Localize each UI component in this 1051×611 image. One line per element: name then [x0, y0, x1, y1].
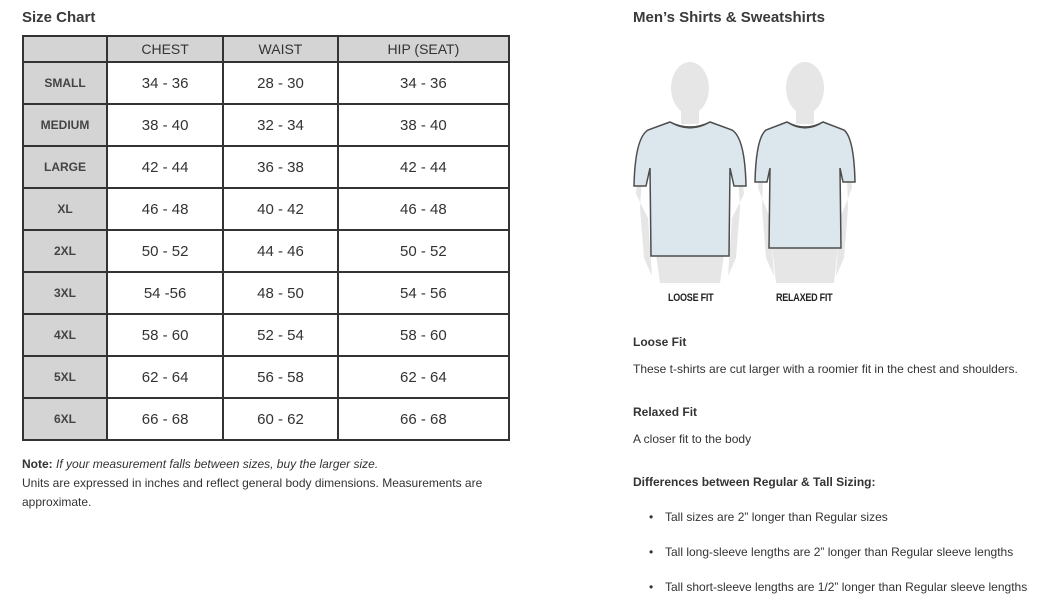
- table-row: [23, 272, 509, 314]
- note-italic: If your measurement falls between sizes, buy the larger size.: [56, 457, 379, 471]
- chest-value: 42 - 44: [107, 146, 223, 188]
- hip-value: 42 - 44: [338, 146, 509, 188]
- column-header-waist: WAIST: [223, 36, 338, 62]
- relaxed-fit-figure-icon: [755, 62, 855, 283]
- list-item: • Tall sizes are 2” longer than Regular sizes: [633, 500, 1051, 535]
- table-row: [23, 356, 509, 398]
- table-row: [23, 230, 509, 272]
- waist-value: 40 - 42: [223, 188, 338, 230]
- table-row: [23, 398, 509, 440]
- table-corner-cell: [23, 36, 107, 62]
- waist-value: 44 - 46: [223, 230, 338, 272]
- waist-value: 56 - 58: [223, 356, 338, 398]
- waist-value: 60 - 62: [223, 398, 338, 440]
- size-label: 6XL: [23, 398, 107, 440]
- size-chart-title: Size Chart: [22, 9, 96, 26]
- tall-sizing-heading: Differences between Regular & Tall Sizing:: [633, 475, 876, 489]
- table-row: [23, 146, 509, 188]
- size-label: XL: [23, 188, 107, 230]
- fit-guide-title: Men’s Shirts & Sweatshirts: [633, 9, 825, 26]
- table-row: [23, 314, 509, 356]
- relaxed-fit-heading: Relaxed Fit: [633, 405, 698, 419]
- table-row: [23, 104, 509, 146]
- size-label: 3XL: [23, 272, 107, 314]
- table-row: [23, 62, 509, 104]
- loose-fit-label: LOOSE FIT: [668, 292, 714, 304]
- table-header-row: [23, 36, 509, 62]
- hip-value: 34 - 36: [338, 62, 509, 104]
- waist-value: 36 - 38: [223, 146, 338, 188]
- column-header-chest: CHEST: [107, 36, 223, 62]
- list-item: • Tall long-sleeve lengths are 2” longer than Regular sleeve lengths: [633, 535, 1051, 570]
- note-text: Units are expressed in inches and reflect general body dimensions. Measurements are approximate.: [22, 476, 483, 509]
- table-row: [23, 188, 509, 230]
- fit-illustration: [630, 58, 860, 288]
- waist-value: 28 - 30: [223, 62, 338, 104]
- relaxed-fit-label: RELAXED FIT: [776, 292, 833, 304]
- size-label: LARGE: [23, 146, 107, 188]
- chest-value: 46 - 48: [107, 188, 223, 230]
- size-note: [22, 455, 512, 512]
- loose-fit-description: These t-shirts are cut larger with a roomier fit in the chest and shoulders.: [633, 362, 1018, 376]
- size-label: 5XL: [23, 356, 107, 398]
- chest-value: 38 - 40: [107, 104, 223, 146]
- size-label: 4XL: [23, 314, 107, 356]
- relaxed-fit-description: A closer fit to the body: [633, 432, 752, 446]
- hip-value: 66 - 68: [338, 398, 509, 440]
- waist-value: 48 - 50: [223, 272, 338, 314]
- hip-value: 58 - 60: [338, 314, 509, 356]
- size-label: MEDIUM: [23, 104, 107, 146]
- size-label: SMALL: [23, 62, 107, 104]
- loose-fit-figure-icon: [634, 62, 746, 283]
- list-item: • Tall short-sleeve lengths are 1/2” longer than Regular sleeve lengths: [633, 570, 1051, 605]
- waist-value: 52 - 54: [223, 314, 338, 356]
- chest-value: 34 - 36: [107, 62, 223, 104]
- chest-value: 62 - 64: [107, 356, 223, 398]
- chest-value: 66 - 68: [107, 398, 223, 440]
- hip-value: 54 - 56: [338, 272, 509, 314]
- hip-value: 62 - 64: [338, 356, 509, 398]
- chest-value: 58 - 60: [107, 314, 223, 356]
- chest-value: 54 -56: [107, 272, 223, 314]
- hip-value: 50 - 52: [338, 230, 509, 272]
- chest-value: 50 - 52: [107, 230, 223, 272]
- waist-value: 32 - 34: [223, 104, 338, 146]
- hip-value: 38 - 40: [338, 104, 509, 146]
- size-label: 2XL: [23, 230, 107, 272]
- size-chart-table: [22, 35, 510, 441]
- loose-fit-heading: Loose Fit: [633, 335, 687, 349]
- tall-sizing-list: [633, 500, 1051, 605]
- hip-value: 46 - 48: [338, 188, 509, 230]
- note-label: Note:: [22, 457, 53, 471]
- column-header-hip: HIP (SEAT): [338, 36, 509, 62]
